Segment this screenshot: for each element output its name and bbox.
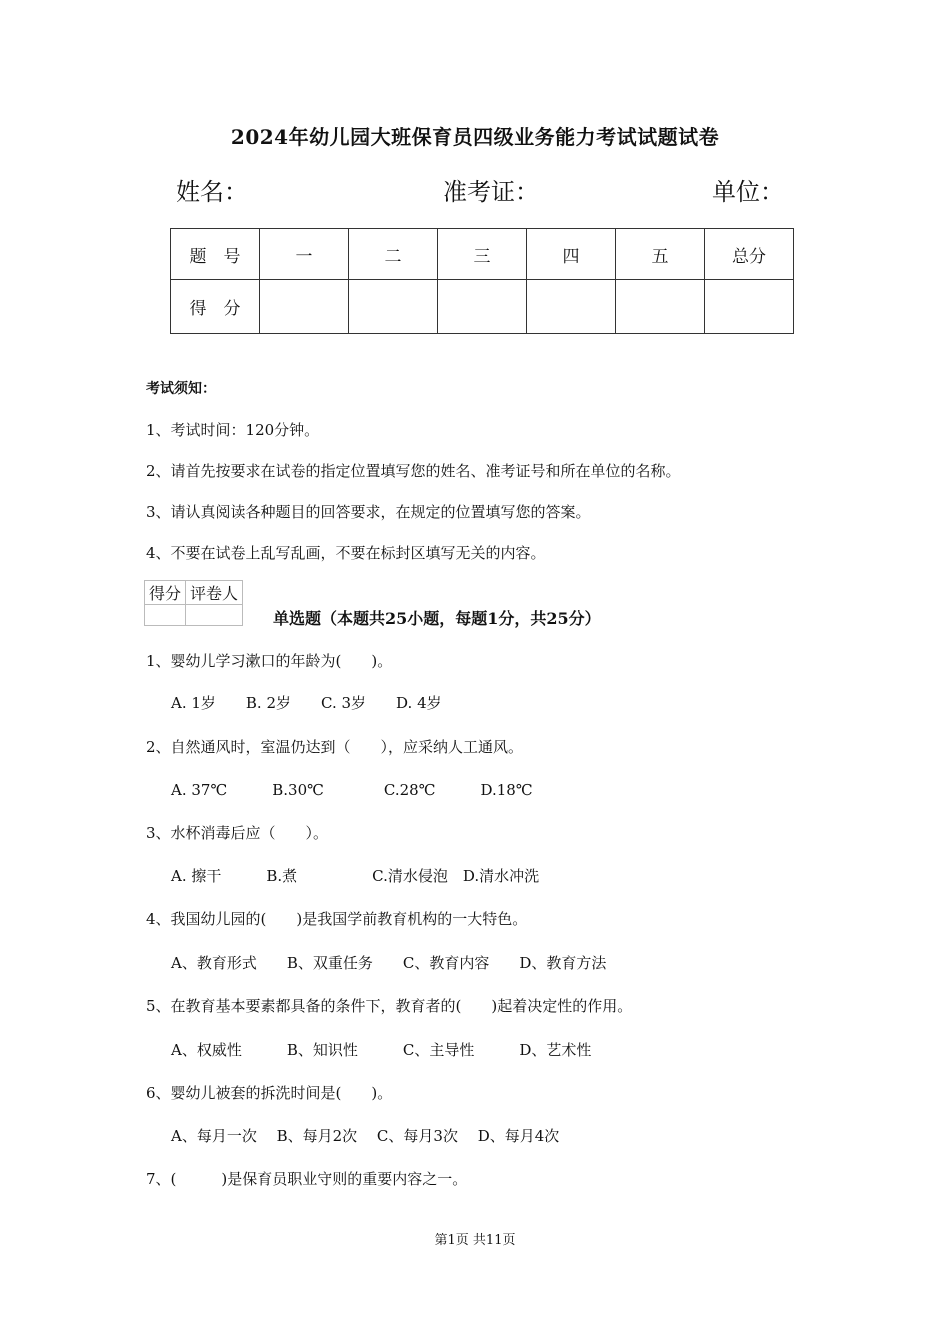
question-5-options: A、权威性 B、知识性 C、主导性 D、艺术性: [171, 1041, 592, 1059]
exam-id-field-label: 准考证：: [443, 178, 539, 206]
notice-item: 1、考试时间：120分钟。: [146, 421, 320, 439]
score-cell[interactable]: [527, 280, 616, 334]
notice-item: 3、请认真阅读各种题目的回答要求，在规定的位置填写您的答案。: [146, 503, 591, 521]
notice-item: 2、请首先按要求在试卷的指定位置填写您的姓名、准考证号和所在单位的名称。: [146, 462, 681, 480]
score-table: [170, 228, 794, 334]
grader-name-cell[interactable]: [186, 605, 243, 626]
question-1: 1、婴幼儿学习漱口的年龄为( )。: [146, 652, 393, 670]
score-header-cell: 三: [438, 229, 527, 280]
score-table-score-row: [171, 280, 794, 334]
score-header-cell: 题 号: [171, 229, 260, 280]
score-header-cell: 总分: [705, 229, 794, 280]
page-footer: 第1页 共11页: [434, 1233, 516, 1248]
score-row-label: 得 分: [171, 280, 260, 334]
question-6: 6、婴幼儿被套的拆洗时间是( )。: [146, 1084, 393, 1102]
score-header-cell: 一: [260, 229, 349, 280]
question-3: 3、水杯消毒后应（ ）。: [146, 824, 329, 842]
score-header-cell: 二: [349, 229, 438, 280]
question-3-options: A. 擦干 B.煮 C.清水侵泡 D.清水冲洗: [171, 867, 540, 885]
score-cell[interactable]: [705, 280, 794, 334]
score-table-header-row: [171, 229, 794, 280]
notice-heading: 考试须知：: [146, 381, 216, 397]
score-header-cell: 四: [527, 229, 616, 280]
grader-name-label: 评卷人: [186, 581, 243, 605]
grader-table: [144, 580, 243, 626]
section-title: 单选题（本题共25小题，每题1分，共25分）: [273, 609, 601, 628]
score-cell[interactable]: [260, 280, 349, 334]
question-2: 2、自然通风时，室温仍达到（ ），应采纳人工通风。: [146, 738, 524, 756]
exam-title: 2024年幼儿园大班保育员四级业务能力考试试题试卷: [230, 125, 720, 149]
question-7: 7、( )是保育员职业守则的重要内容之一。: [146, 1170, 468, 1188]
grader-score-label: 得分: [145, 581, 186, 605]
score-cell[interactable]: [349, 280, 438, 334]
question-4-options: A、教育形式 B、双重任务 C、教育内容 D、教育方法: [171, 954, 607, 972]
unit-field-label: 单位：: [712, 178, 784, 206]
score-cell[interactable]: [616, 280, 705, 334]
score-cell[interactable]: [438, 280, 527, 334]
score-header-cell: 五: [616, 229, 705, 280]
grader-score-cell[interactable]: [145, 605, 186, 626]
question-2-options: A. 37℃ B.30℃ C.28℃ D.18℃: [171, 781, 533, 799]
question-1-options: A. 1岁 B. 2岁 C. 3岁 D. 4岁: [171, 694, 442, 712]
question-4: 4、我国幼儿园的( )是我国学前教育机构的一大特色。: [146, 910, 528, 928]
question-6-options: A、每月一次 B、每月2次 C、每月3次 D、每月4次: [171, 1127, 560, 1145]
notice-item: 4、不要在试卷上乱写乱画，不要在标封区填写无关的内容。: [146, 544, 546, 562]
name-field-label: 姓名：: [176, 178, 248, 206]
question-5: 5、在教育基本要素都具备的条件下，教育者的( )起着决定性的作用。: [146, 997, 633, 1015]
